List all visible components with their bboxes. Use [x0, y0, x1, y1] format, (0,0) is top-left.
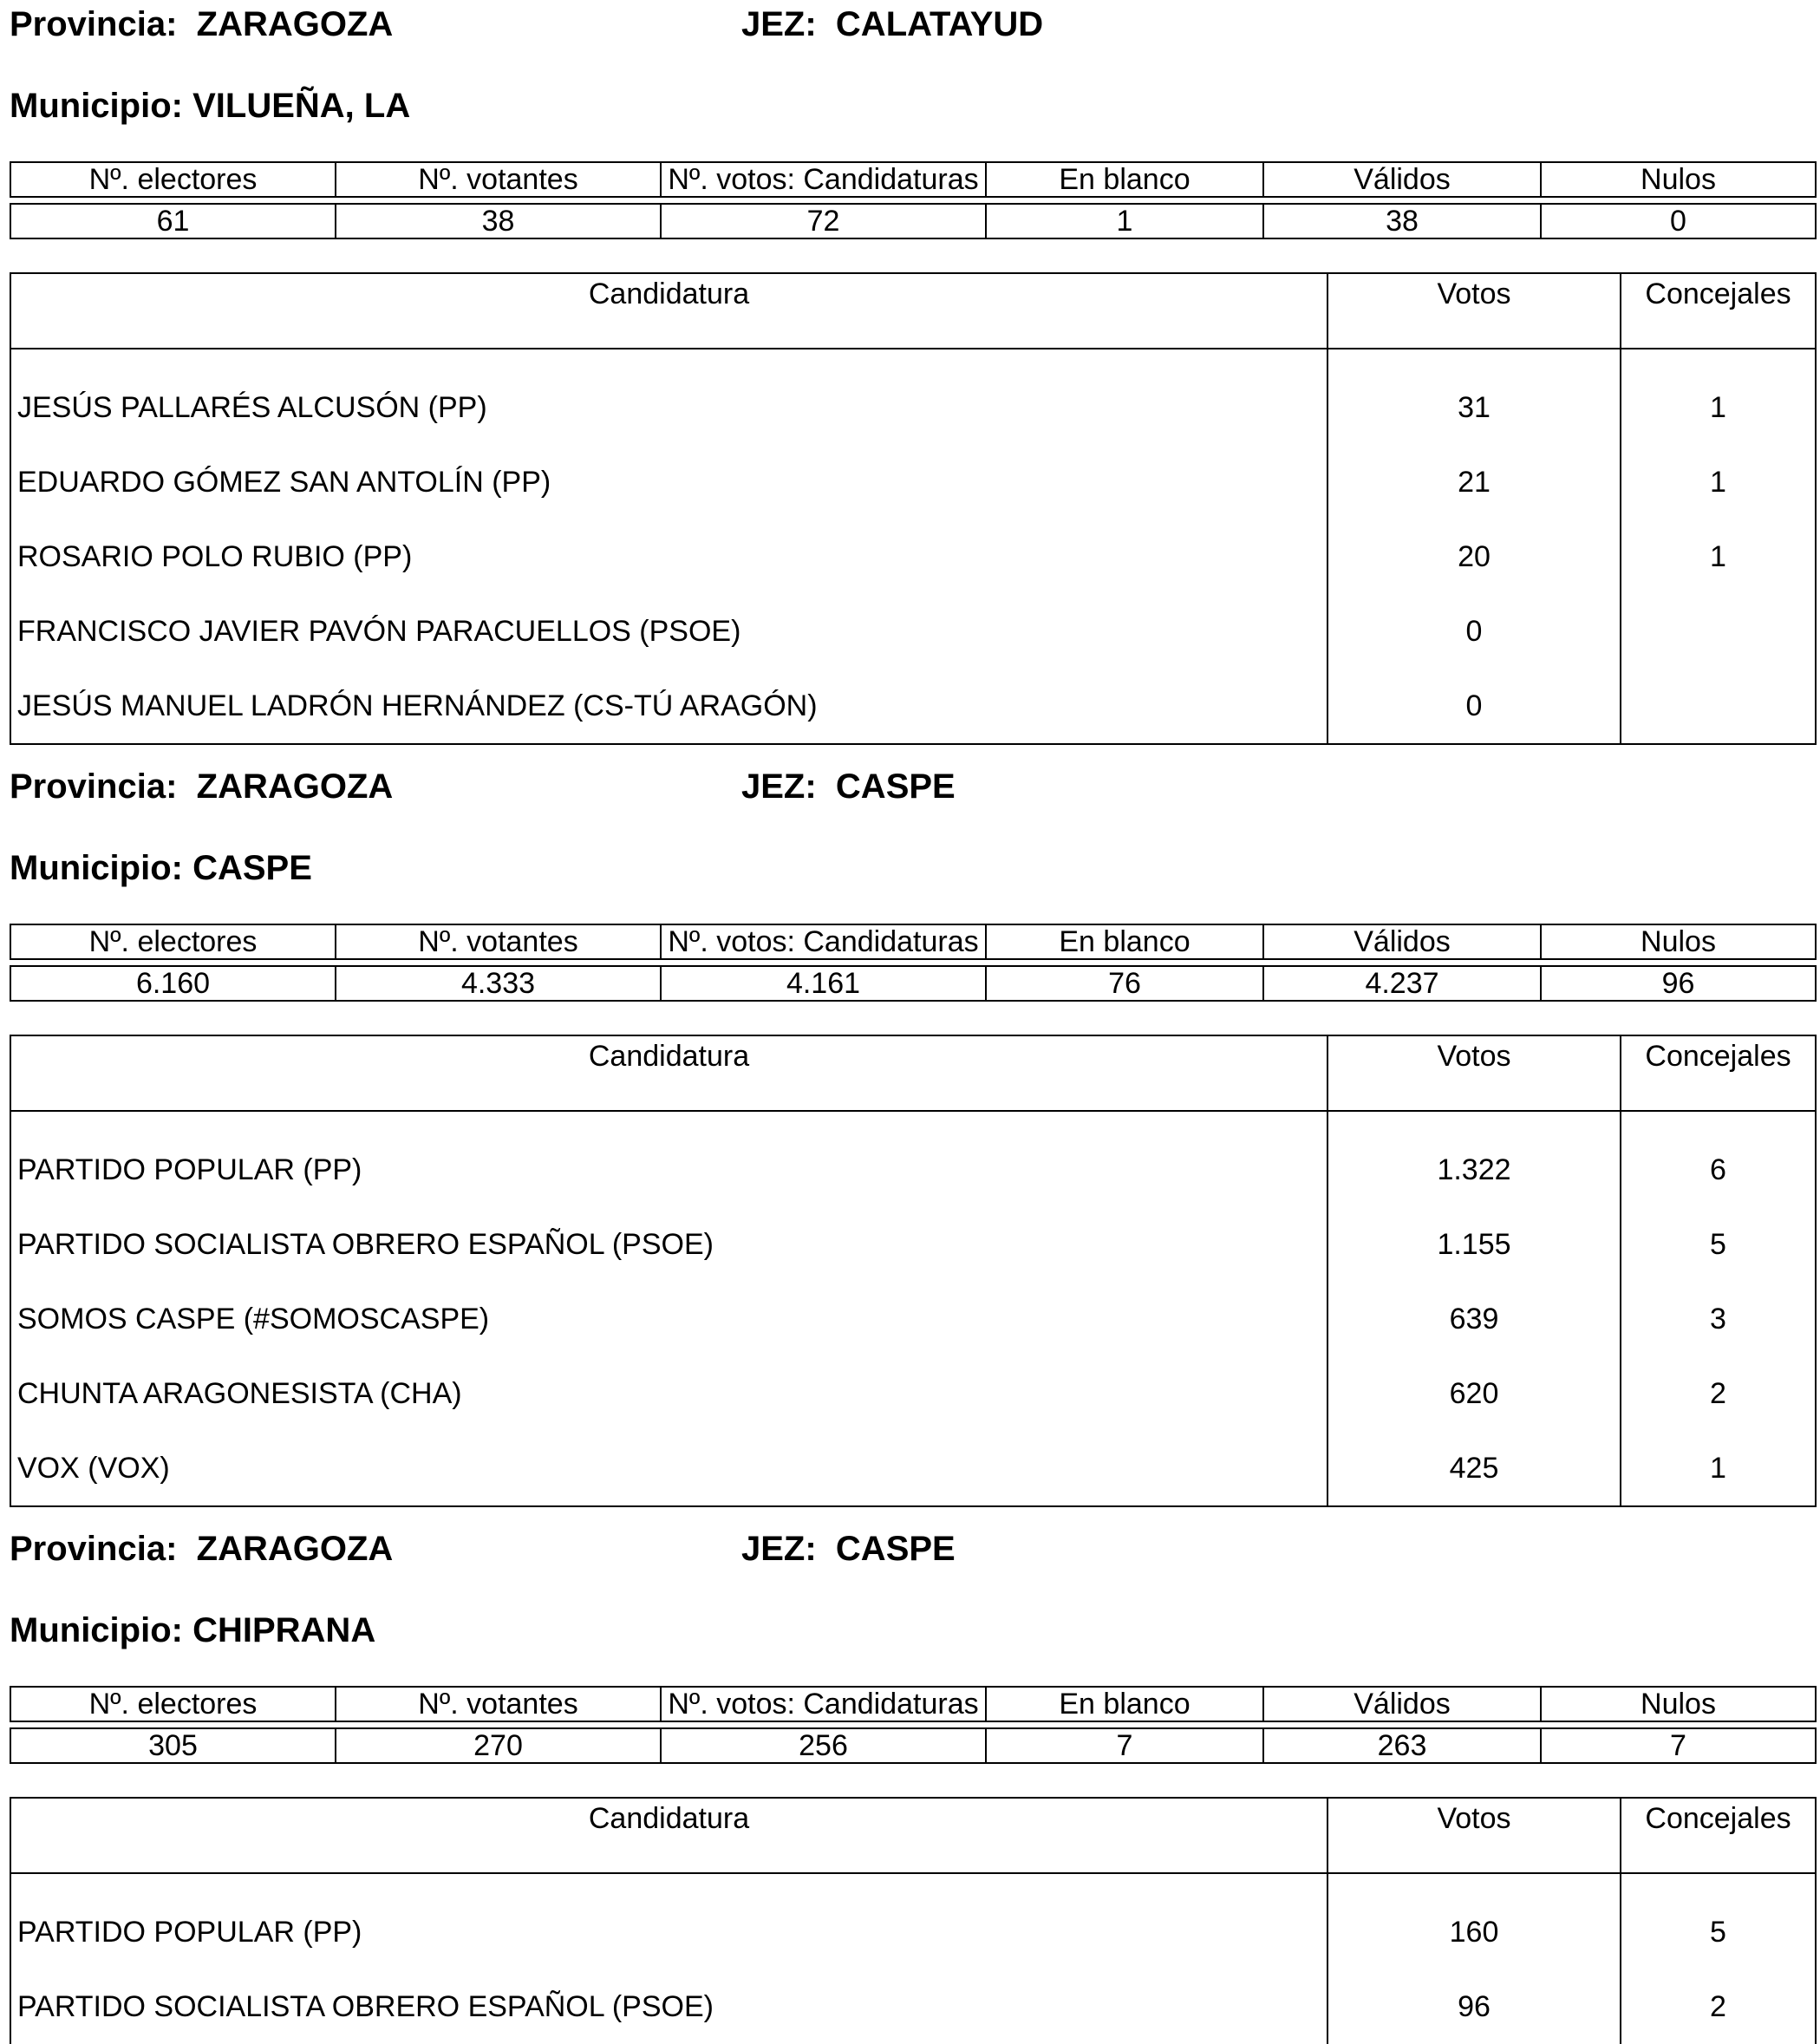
candidate-votes: 0: [1327, 669, 1621, 744]
candidate-name: EDUARDO GÓMEZ SAN ANTOLÍN (PP): [10, 445, 1327, 519]
stats-value: 4.237: [1263, 966, 1541, 1001]
concejales-header: Concejales: [1621, 1035, 1816, 1111]
stats-header: Nº. electores: [10, 162, 336, 197]
stats-value: 61: [10, 204, 336, 238]
table-row: [10, 669, 1816, 744]
candidate-votes: 20: [1327, 519, 1621, 594]
candidate-votes: 21: [1327, 445, 1621, 519]
stats-header: Nulos: [1541, 162, 1816, 197]
candidates-table: [10, 272, 1817, 745]
candidates-table: [10, 1797, 1817, 2044]
candidates-header-row: [10, 1035, 1816, 1111]
table-row: [10, 1969, 1816, 2044]
municipio-label: Municipio:: [10, 849, 183, 887]
municipio-heading: [10, 85, 410, 127]
votos-header: Votos: [1327, 1798, 1621, 1873]
provincia-heading: [10, 3, 393, 45]
jez-label: JEZ:: [741, 1530, 817, 1568]
candidate-councillors: 1: [1710, 1451, 1726, 1485]
municipio-heading: [10, 1610, 375, 1651]
candidate-councillors: 2: [1710, 1989, 1726, 2023]
stats-header: Nulos: [1541, 924, 1816, 959]
stats-value: 1: [986, 204, 1263, 238]
stats-value: 7: [1541, 1728, 1816, 1763]
votos-header: Votos: [1327, 273, 1621, 349]
stats-header: Válidos: [1263, 924, 1541, 959]
jez-heading: [741, 766, 956, 807]
stats-header: Nº. electores: [10, 924, 336, 959]
stats-value: 38: [1263, 204, 1541, 238]
table-row: [10, 1431, 1816, 1506]
candidate-votes: 31: [1327, 349, 1621, 445]
table-row: [10, 594, 1816, 669]
provincia-heading: [10, 1528, 393, 1570]
jez-value: CASPE: [835, 1530, 956, 1568]
candidate-name: ROSARIO POLO RUBIO (PP): [10, 519, 1327, 594]
provincia-value: ZARAGOZA: [196, 767, 394, 806]
candidate-name: VOX (VOX): [10, 1431, 1327, 1506]
stats-value: 6.160: [10, 966, 336, 1001]
jez-label: JEZ:: [741, 767, 817, 806]
candidate-councillors: 1: [1710, 465, 1726, 499]
stats-value: 4.161: [661, 966, 986, 1001]
table-row: [10, 1111, 1816, 1207]
candidates-table: [10, 1035, 1817, 1507]
stats-header: Nº. votos: Candidaturas: [661, 162, 986, 197]
stats-value: 7: [986, 1728, 1263, 1763]
candidate-name: PARTIDO SOCIALISTA OBRERO ESPAÑOL (PSOE): [10, 1207, 1327, 1282]
candidate-councillors: 1: [1710, 539, 1726, 573]
stats-header: Nulos: [1541, 1687, 1816, 1721]
stats-header: En blanco: [986, 1687, 1263, 1721]
candidate-councillors: 6: [1710, 1153, 1726, 1186]
stats-value: 0: [1541, 204, 1816, 238]
municipio-label: Municipio:: [10, 1611, 183, 1649]
municipio-value: CHIPRANA: [192, 1611, 376, 1649]
candidate-votes: 96: [1327, 1969, 1621, 2044]
municipio-label: Municipio:: [10, 87, 183, 125]
stats-value: 76: [986, 966, 1263, 1001]
stats-header: En blanco: [986, 162, 1263, 197]
stats-table: [10, 1686, 1817, 1764]
stats-value-row: [10, 966, 1816, 1001]
candidatura-header: Candidatura: [10, 1798, 1327, 1873]
candidate-councillors: 2: [1710, 1376, 1726, 1410]
stats-value-row: [10, 1728, 1816, 1763]
stats-value: 263: [1263, 1728, 1541, 1763]
concejales-header: Concejales: [1621, 1798, 1816, 1873]
table-row: [10, 1873, 1816, 1969]
municipio-heading: [10, 847, 312, 889]
candidate-name: JESÚS MANUEL LADRÓN HERNÁNDEZ (CS-TÚ ARAGÓN): [10, 669, 1327, 744]
stats-header: Nº. electores: [10, 1687, 336, 1721]
provincia-value: ZARAGOZA: [196, 5, 394, 43]
table-row: [10, 445, 1816, 519]
stats-value: 305: [10, 1728, 336, 1763]
stats-header: Nº. votos: Candidaturas: [661, 1687, 986, 1721]
candidate-votes: 620: [1327, 1356, 1621, 1431]
stats-header: Válidos: [1263, 162, 1541, 197]
candidatura-header: Candidatura: [10, 1035, 1327, 1111]
jez-label: JEZ:: [741, 5, 817, 43]
candidate-name: SOMOS CASPE (#SOMOSCASPE): [10, 1282, 1327, 1356]
candidate-votes: 1.155: [1327, 1207, 1621, 1282]
jez-value: CASPE: [835, 767, 956, 806]
municipio-value: CASPE: [192, 849, 312, 887]
stats-table: [10, 161, 1817, 239]
concejales-header: Concejales: [1621, 273, 1816, 349]
stats-table: [10, 924, 1817, 1002]
candidate-councillors: 5: [1710, 1915, 1726, 1949]
stats-value: 270: [336, 1728, 661, 1763]
stats-header: Nº. votantes: [336, 162, 661, 197]
stats-value: 96: [1541, 966, 1816, 1001]
jez-heading: [741, 1528, 956, 1570]
stats-header: Nº. votantes: [336, 1687, 661, 1721]
municipality-section-vilueña: [0, 3, 1820, 767]
provincia-label: Provincia:: [10, 767, 178, 806]
municipio-value: VILUEÑA, LA: [192, 87, 411, 125]
candidate-name: CHUNTA ARAGONESISTA (CHA): [10, 1356, 1327, 1431]
candidate-name: JESÚS PALLARÉS ALCUSÓN (PP): [10, 349, 1327, 445]
candidate-councillors: 1: [1710, 390, 1726, 424]
candidate-name: PARTIDO SOCIALISTA OBRERO ESPAÑOL (PSOE): [10, 1969, 1327, 2044]
table-row: [10, 519, 1816, 594]
provincia-heading: [10, 766, 393, 807]
candidate-name: PARTIDO POPULAR (PP): [10, 1111, 1327, 1207]
votos-header: Votos: [1327, 1035, 1621, 1111]
table-row: [10, 1207, 1816, 1282]
stats-header: Nº. votantes: [336, 924, 661, 959]
candidate-name: PARTIDO POPULAR (PP): [10, 1873, 1327, 1969]
provincia-value: ZARAGOZA: [196, 1530, 394, 1568]
candidate-votes: 1.322: [1327, 1111, 1621, 1207]
table-row: [10, 1282, 1816, 1356]
table-row: [10, 1356, 1816, 1431]
stats-header-row: [10, 162, 1816, 197]
candidate-votes: 639: [1327, 1282, 1621, 1356]
jez-heading: [741, 3, 1043, 45]
stats-header: Válidos: [1263, 1687, 1541, 1721]
municipality-section-chiprana: [0, 1528, 1820, 2021]
stats-value: 38: [336, 204, 661, 238]
table-row: [10, 349, 1816, 445]
stats-header-row: [10, 1687, 1816, 1721]
candidate-councillors: [1621, 669, 1816, 744]
stats-header: Nº. votos: Candidaturas: [661, 924, 986, 959]
stats-value: 4.333: [336, 966, 661, 1001]
candidatura-header: Candidatura: [10, 273, 1327, 349]
candidate-councillors: 5: [1710, 1227, 1726, 1261]
candidate-votes: 425: [1327, 1431, 1621, 1506]
stats-value-row: [10, 204, 1816, 238]
stats-value: 72: [661, 204, 986, 238]
candidates-header-row: [10, 273, 1816, 349]
stats-header-row: [10, 924, 1816, 959]
provincia-label: Provincia:: [10, 1530, 178, 1568]
municipality-section-caspe: [0, 766, 1820, 1529]
candidate-votes: 0: [1327, 594, 1621, 669]
stats-value: 256: [661, 1728, 986, 1763]
candidate-councillors: 3: [1710, 1302, 1726, 1335]
stats-header: En blanco: [986, 924, 1263, 959]
candidate-name: FRANCISCO JAVIER PAVÓN PARACUELLOS (PSOE): [10, 594, 1327, 669]
candidate-votes: 160: [1327, 1873, 1621, 1969]
candidates-header-row: [10, 1798, 1816, 1873]
candidate-councillors: [1621, 594, 1816, 669]
provincia-label: Provincia:: [10, 5, 178, 43]
jez-value: CALATAYUD: [835, 5, 1044, 43]
